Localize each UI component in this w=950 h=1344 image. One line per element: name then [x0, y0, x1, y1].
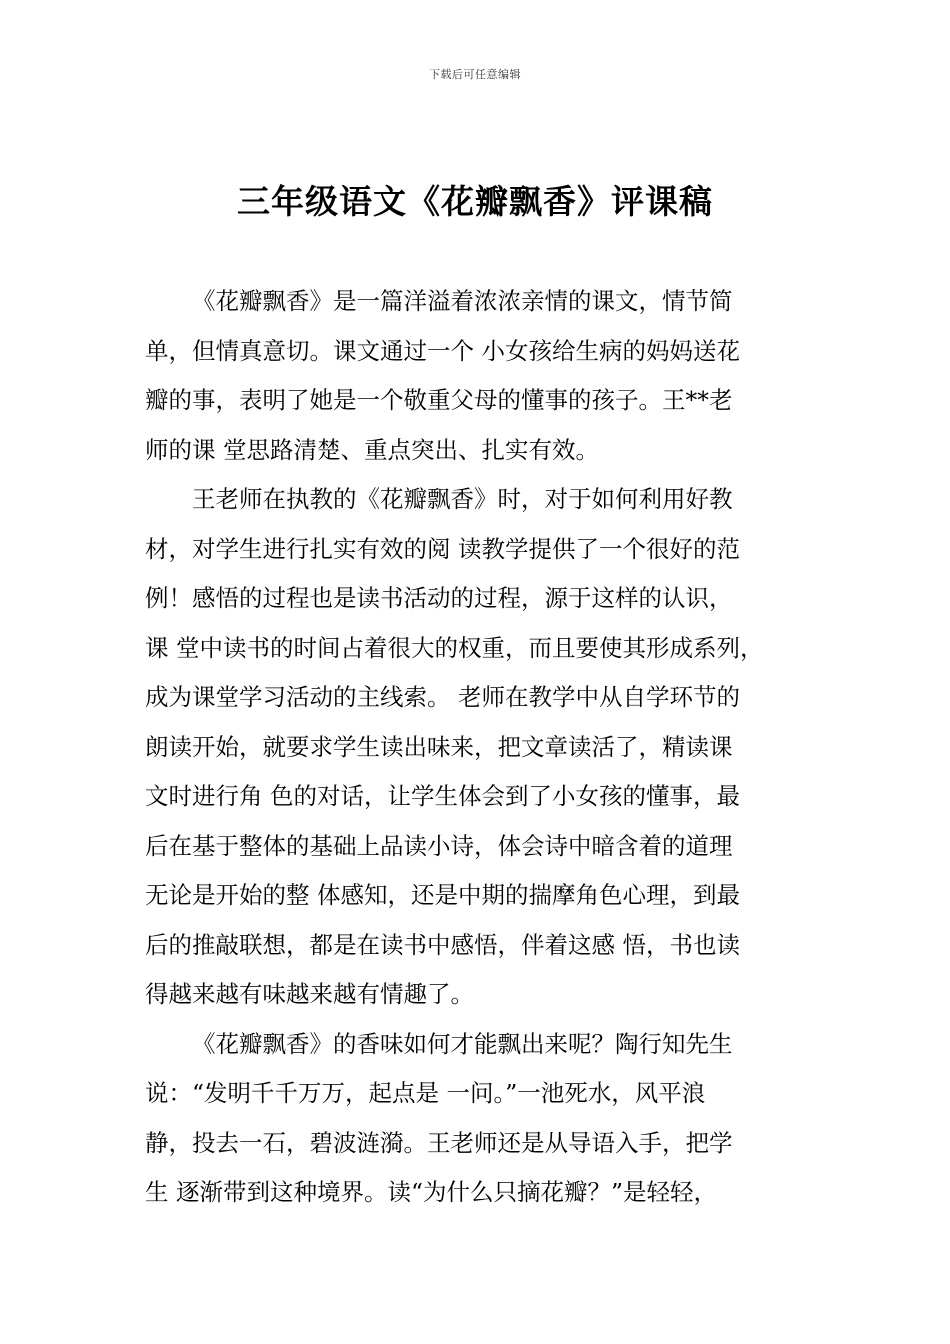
text-line: 课 堂中读书的时间占着很大的权重，而且要使其形成系列， [145, 633, 764, 662]
text-line: 例！感悟的过程也是读书活动的过程，源于这样的认识， [145, 584, 733, 612]
text-line: 材，对学生进行扎实有效的阅 读教学提供了一个很好的范 [145, 534, 740, 563]
text-line: 《花瓣飘香》的香味如何才能飘出来呢？陶行知先生 [192, 1029, 733, 1058]
paragraph-3 [145, 1020, 825, 1218]
text-line: 文时进行角 色的对话，让学生体会到了小女孩的懂事，最 [145, 782, 740, 810]
text-line: 王老师在执教的《花瓣飘香》时，对于如何利用好教 [192, 485, 733, 513]
text-line: 《花瓣飘香》是一篇洋溢着浓浓亲情的课文，情节简 [192, 287, 733, 315]
text-line: 单，但情真意切。课文通过一个 小女孩给生病的妈妈送花 [145, 336, 740, 365]
text-line: 瓣的事，表明了她是一个敬重父母的懂事的孩子。王**老 [145, 386, 733, 414]
paragraph-2 [145, 475, 825, 1020]
text-line: 师的课 堂思路清楚、重点突出、扎实有效。 [145, 435, 599, 464]
document-title: 三年级语文《花瓣飘香》评课稿 [237, 182, 713, 221]
text-line: 得越来越有味越来越有情趣了。 [145, 980, 474, 1008]
text-line: 成为课堂学习活动的主线索。 老师在教学中从自学环节的 [145, 683, 740, 711]
document-body [145, 277, 825, 1218]
text-line: 后在基于整体的基础上品读小诗，体会诗中暗含着的道理 [145, 831, 733, 860]
text-line: 无论是开始的整 体感知，还是中期的揣摩角色心理，到最 [145, 881, 740, 909]
page-header-note: 下载后可任意编辑 [429, 68, 521, 81]
text-line: 说：“发明千千万万，起点是 一问。”一池死水，风平浪 [145, 1079, 706, 1107]
paragraph-1 [145, 277, 825, 475]
text-line: 朗读开始，就要求学生读出味来，把文章读活了，精读课 [145, 732, 733, 761]
text-line: 生 逐渐带到这种境界。读“为什么只摘花瓣？”是轻轻， [145, 1178, 717, 1206]
text-line: 静，投去一石，碧波涟漪。王老师还是从导语入手，把学 [145, 1128, 733, 1157]
text-line: 后的推敲联想，都是在读书中感悟，伴着这感 悟，书也读 [145, 930, 740, 959]
